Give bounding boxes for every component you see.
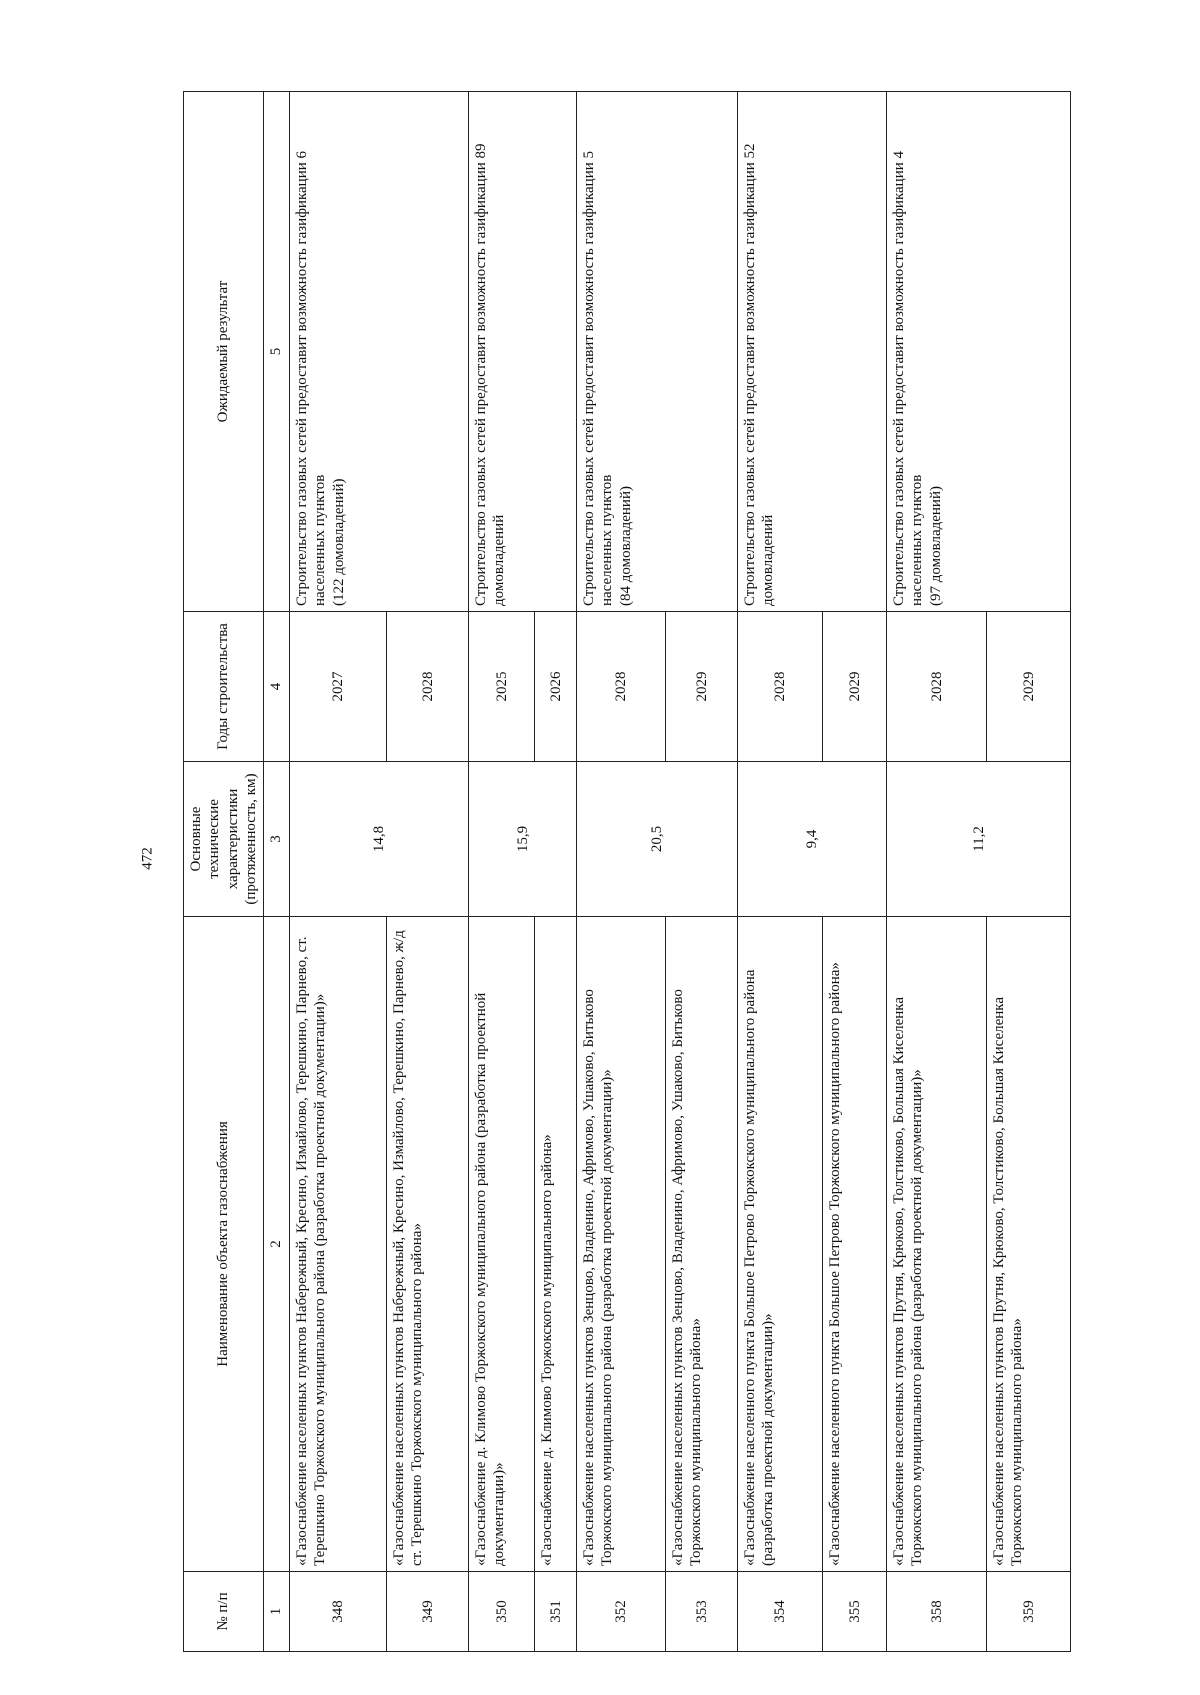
page-number: 472 (139, 847, 156, 870)
object-name: «Газоснабжение населенных пунктов Прутня, Крюково, Толстиково, Большая Киселенка Торжокского муниципального района (разработка проектной документации)» (887, 917, 987, 1572)
build-year: 2029 (666, 612, 738, 762)
row-number: 349 (387, 1572, 469, 1652)
result-sub: (97 домовладений) (927, 486, 944, 606)
header-name: Наименование объекта газоснабжения (184, 917, 264, 1572)
expected-result (577, 92, 738, 612)
expected-result (738, 92, 887, 612)
length-km: 9,4 (738, 762, 887, 917)
build-year: 2028 (577, 612, 666, 762)
row-number: 354 (738, 1572, 823, 1652)
expected-result (469, 92, 577, 612)
row-number: 352 (577, 1572, 666, 1652)
length-km: 11,2 (887, 762, 1071, 917)
expected-result (887, 92, 1071, 612)
build-year: 2027 (290, 612, 387, 762)
length-km: 15,9 (469, 762, 577, 917)
row-number: 353 (666, 1572, 738, 1652)
header-years: Годы строительства (184, 612, 264, 762)
object-name: «Газоснабжение населенного пункта Большое Петрово Торжокского муниципального района» (823, 917, 887, 1572)
object-name: «Газоснабжение населенных пунктов Прутня, Крюково, Толстиково, Большая Киселенка Торжокского муниципального района» (987, 917, 1071, 1572)
object-name: «Газоснабжение населенного пункта Большое Петрово Торжокского муниципального района (разработка проектной документации)» (738, 917, 823, 1572)
build-year: 2028 (738, 612, 823, 762)
table-row (887, 92, 987, 1652)
object-name: «Газоснабжение населенных пунктов Зенцово, Владенино, Афримово, Ушаково, Битьково Торжокского муниципального района (разработка проектной документации)» (577, 917, 666, 1572)
table-row (577, 92, 666, 1652)
col-index-1: 1 (264, 1572, 290, 1652)
table-row (738, 92, 823, 1652)
gas-supply-table (183, 91, 1071, 1652)
result-main: Строительство газовых сетей предоставит возможность газификации 89 домовладений (473, 143, 508, 606)
length-km: 20,5 (577, 762, 738, 917)
build-year: 2026 (535, 612, 577, 762)
object-name: «Газоснабжение д. Климово Торжокского муниципального района (разработка проектной документации)» (469, 917, 535, 1572)
result-main: Строительство газовых сетей предоставит возможность газификации 4 населенных пунктов (891, 150, 926, 606)
build-year: 2028 (887, 612, 987, 762)
result-main: Строительство газовых сетей предоставит возможность газификации 5 населенных пунктов (581, 150, 616, 606)
table-row (469, 92, 535, 1652)
build-year: 2029 (987, 612, 1071, 762)
expected-result (290, 92, 469, 612)
header-tech: Основные технические характеристики (протяженность, км) (184, 762, 264, 917)
row-number: 350 (469, 1572, 535, 1652)
length-km: 14,8 (290, 762, 469, 917)
col-index-5: 5 (264, 92, 290, 612)
object-name: «Газоснабжение д. Климово Торжокского муниципального района» (535, 917, 577, 1572)
row-number: 351 (535, 1572, 577, 1652)
col-index-4: 4 (264, 612, 290, 762)
row-number: 348 (290, 1572, 387, 1652)
result-sub: (122 домовладений) (330, 478, 347, 606)
row-number: 358 (887, 1572, 987, 1652)
table-row (290, 92, 387, 1652)
object-name: «Газоснабжение населенных пунктов Набережный, Кресино, Измайлово, Терешкино, Парнево, ст. Терешкино Торжокского муниципального района (разработка проектной документации)» (290, 917, 387, 1572)
result-main: Строительство газовых сетей предоставит возможность газификации 52 домовладений (742, 143, 777, 606)
col-index-2: 2 (264, 917, 290, 1572)
result-sub: (84 домовладений) (617, 486, 634, 606)
object-name: «Газоснабжение населенных пунктов Набережный, Кресино, Измайлово, Терешкино, Парнево, ж/д ст. Терешкино Торжокского муниципального района» (387, 917, 469, 1572)
column-index-row (264, 92, 290, 1652)
build-year: 2025 (469, 612, 535, 762)
table-header-row (184, 92, 264, 1652)
header-num: № п/п (184, 1572, 264, 1652)
header-result: Ожидаемый результат (184, 92, 264, 612)
row-number: 355 (823, 1572, 887, 1652)
rotated-table-wrapper (183, 92, 1200, 1652)
build-year: 2028 (387, 612, 469, 762)
object-name: «Газоснабжение населенных пунктов Зенцово, Владенино, Афримово, Ушаково, Битьково Торжокского муниципального района» (666, 917, 738, 1572)
build-year: 2029 (823, 612, 887, 762)
col-index-3: 3 (264, 762, 290, 917)
result-main: Строительство газовых сетей предоставит возможность газификации 6 населенных пунктов (294, 150, 329, 606)
row-number: 359 (987, 1572, 1071, 1652)
